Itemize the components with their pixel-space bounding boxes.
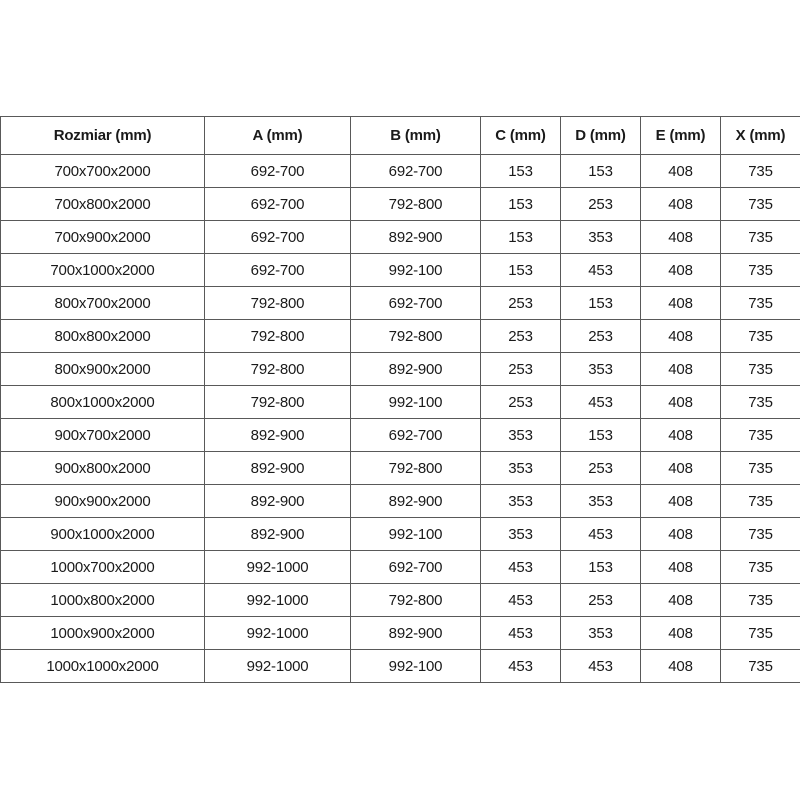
table-cell: 353 [481,419,561,452]
table-cell: 453 [481,584,561,617]
table-row [1,221,800,254]
table-cell: 692-700 [351,287,481,320]
table-cell: 700x900x2000 [1,221,205,254]
table-cell: 408 [641,287,721,320]
table-cell: 692-700 [205,221,351,254]
table-cell: 1000x700x2000 [1,551,205,584]
table-cell: 1000x800x2000 [1,584,205,617]
table-cell: 792-800 [351,584,481,617]
table-cell: 153 [561,419,641,452]
table-row [1,650,800,683]
table-cell: 353 [481,485,561,518]
table-cell: 153 [561,551,641,584]
table-cell: 453 [561,518,641,551]
table-cell: 792-800 [205,353,351,386]
table-cell: 692-700 [351,419,481,452]
table-row [1,155,800,188]
table-cell: 153 [561,155,641,188]
table-cell: 453 [561,254,641,287]
table-cell: 892-900 [351,485,481,518]
table-cell: 792-800 [351,452,481,485]
column-header-x: X (mm) [721,117,800,155]
table-cell: 253 [481,287,561,320]
table-cell: 353 [481,452,561,485]
table-cell: 735 [721,584,800,617]
table-cell: 700x700x2000 [1,155,205,188]
table-cell: 408 [641,650,721,683]
table-cell: 153 [481,188,561,221]
table-row [1,320,800,353]
table-cell: 408 [641,386,721,419]
table-row [1,485,800,518]
table-cell: 453 [561,386,641,419]
column-header-rozmiar: Rozmiar (mm) [1,117,205,155]
table-cell: 408 [641,221,721,254]
table-cell: 453 [481,617,561,650]
size-spec-table [0,116,800,683]
table-cell: 800x800x2000 [1,320,205,353]
table-cell: 992-100 [351,386,481,419]
table-cell: 408 [641,551,721,584]
table-cell: 735 [721,188,800,221]
table-cell: 800x700x2000 [1,287,205,320]
table-cell: 992-1000 [205,617,351,650]
table-cell: 735 [721,551,800,584]
table-cell: 792-800 [205,287,351,320]
table-cell: 992-100 [351,518,481,551]
table-cell: 700x800x2000 [1,188,205,221]
table-cell: 892-900 [351,617,481,650]
column-header-a: A (mm) [205,117,351,155]
table-cell: 253 [481,353,561,386]
table-row [1,452,800,485]
table-cell: 735 [721,254,800,287]
table-cell: 453 [481,650,561,683]
table-cell: 700x1000x2000 [1,254,205,287]
table-cell: 792-800 [205,386,351,419]
table-cell: 735 [721,386,800,419]
table-row [1,353,800,386]
table-cell: 900x1000x2000 [1,518,205,551]
table-cell: 735 [721,617,800,650]
table-cell: 735 [721,155,800,188]
table-cell: 892-900 [351,221,481,254]
table-cell: 735 [721,518,800,551]
table-cell: 735 [721,221,800,254]
table-cell: 253 [481,320,561,353]
table-cell: 153 [481,254,561,287]
table-cell: 892-900 [205,452,351,485]
table-cell: 900x800x2000 [1,452,205,485]
table-cell: 353 [561,221,641,254]
table-cell: 353 [481,518,561,551]
table-row [1,584,800,617]
table-cell: 253 [561,188,641,221]
table-row [1,419,800,452]
table-cell: 692-700 [205,254,351,287]
table-row [1,518,800,551]
table-cell: 408 [641,617,721,650]
table-cell: 408 [641,518,721,551]
table-cell: 692-700 [205,155,351,188]
table-cell: 408 [641,188,721,221]
table-cell: 1000x900x2000 [1,617,205,650]
table-cell: 408 [641,452,721,485]
column-header-b: B (mm) [351,117,481,155]
table-cell: 253 [481,386,561,419]
table-cell: 453 [561,650,641,683]
table-cell: 735 [721,287,800,320]
table-cell: 408 [641,155,721,188]
table-cell: 453 [481,551,561,584]
table-cell: 792-800 [351,188,481,221]
table-cell: 153 [481,155,561,188]
table-cell: 735 [721,485,800,518]
table-row [1,287,800,320]
table-cell: 692-700 [351,155,481,188]
table-cell: 800x900x2000 [1,353,205,386]
column-header-d: D (mm) [561,117,641,155]
table-cell: 892-900 [205,518,351,551]
column-header-c: C (mm) [481,117,561,155]
table-cell: 735 [721,452,800,485]
table-row [1,188,800,221]
table-cell: 153 [561,287,641,320]
table-row [1,617,800,650]
table-cell: 792-800 [351,320,481,353]
table-cell: 253 [561,452,641,485]
table-cell: 800x1000x2000 [1,386,205,419]
table-cell: 735 [721,353,800,386]
table-cell: 992-100 [351,650,481,683]
table-cell: 892-900 [205,419,351,452]
table-cell: 692-700 [351,551,481,584]
table-cell: 253 [561,584,641,617]
table-body [1,155,800,683]
table-cell: 992-1000 [205,551,351,584]
table-cell: 892-900 [351,353,481,386]
table-cell: 353 [561,617,641,650]
table-cell: 253 [561,320,641,353]
table-cell: 735 [721,320,800,353]
table-cell: 892-900 [205,485,351,518]
table-header [1,117,800,155]
table-cell: 692-700 [205,188,351,221]
table-cell: 992-100 [351,254,481,287]
table-cell: 408 [641,584,721,617]
table-cell: 408 [641,353,721,386]
table-cell: 900x900x2000 [1,485,205,518]
table-row [1,386,800,419]
column-header-e: E (mm) [641,117,721,155]
table-cell: 992-1000 [205,584,351,617]
table-row [1,254,800,287]
table-cell: 408 [641,320,721,353]
table-cell: 353 [561,353,641,386]
table-cell: 353 [561,485,641,518]
table-cell: 153 [481,221,561,254]
table-cell: 408 [641,419,721,452]
table-cell: 900x700x2000 [1,419,205,452]
header-row [1,117,800,155]
table-cell: 735 [721,419,800,452]
table-cell: 1000x1000x2000 [1,650,205,683]
table-cell: 792-800 [205,320,351,353]
table-cell: 408 [641,254,721,287]
table-cell: 992-1000 [205,650,351,683]
table-cell: 408 [641,485,721,518]
table-row [1,551,800,584]
table-cell: 735 [721,650,800,683]
